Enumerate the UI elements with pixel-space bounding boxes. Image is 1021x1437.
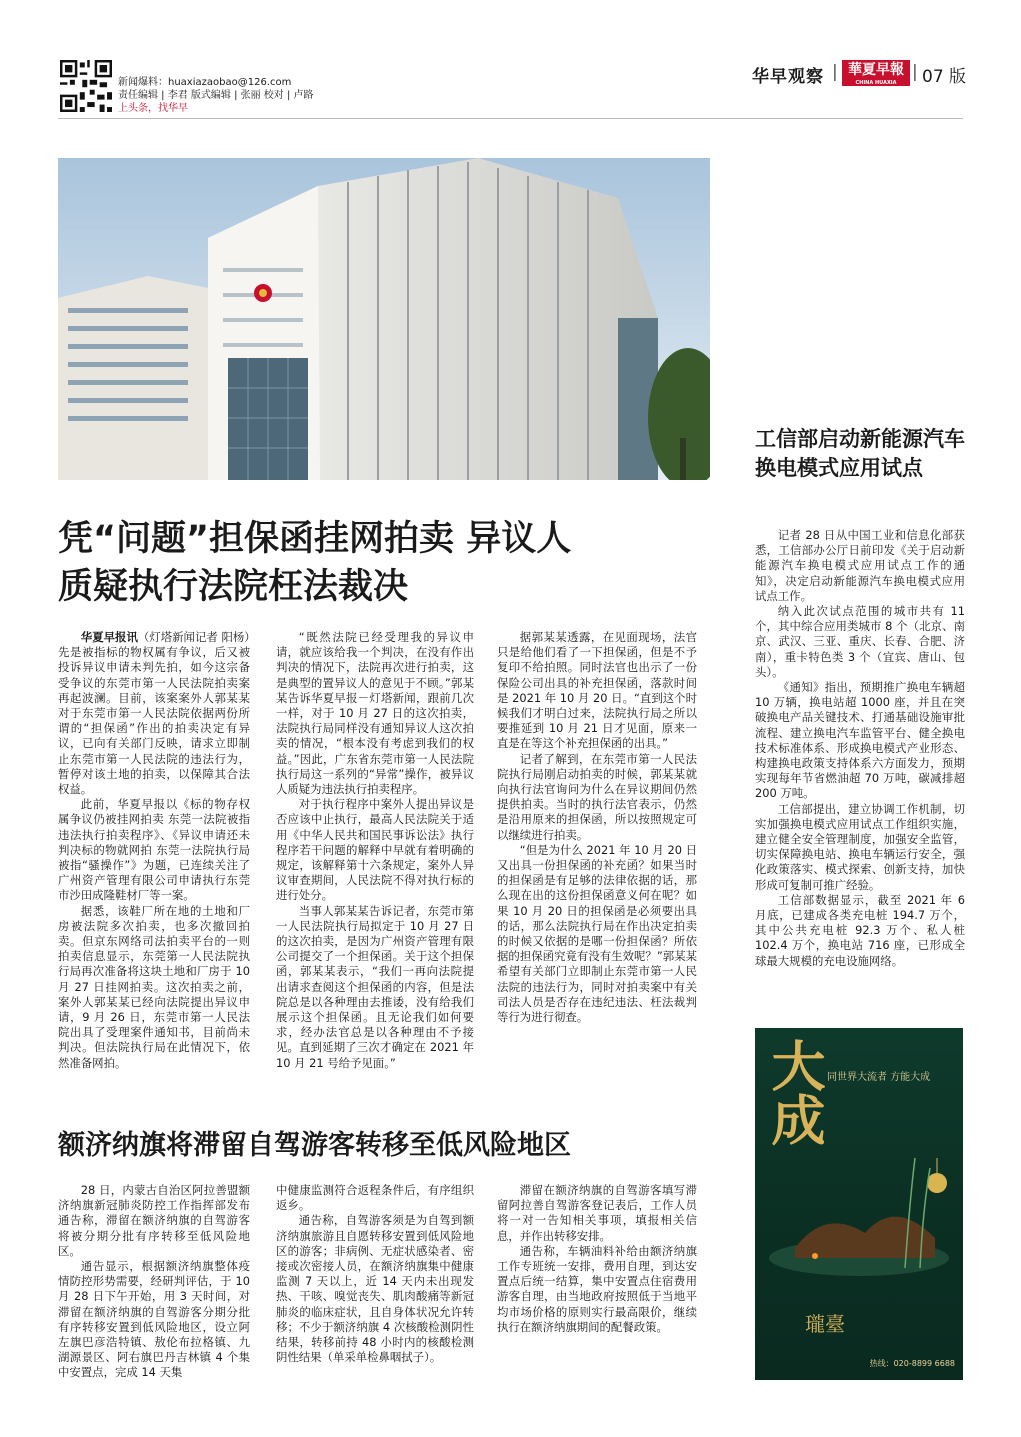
paragraph: 对于执行程序中案外人提出异议是否应该中止执行，最高人民法院关于适用《中华人民共和国民事诉讼法》执行程序若干问题的解释中早就有着明确的规定，该解释第十六条规定，案外人异议审查期间，人民法院不得对执行标的进行处分。 (276, 797, 474, 903)
ad-brand: 瓏臺 (805, 1312, 845, 1336)
second-article-col2 (276, 1183, 474, 1383)
paragraph: 工信部提出，建立协调工作机制，切实加强换电模式应用试点工作组织实施，建立健全安全管理制度，加强安全监管，切实保障换电站、换电车辆运行安全，强化政策落实、模式探索、创新支持，加快形成可复制可推广经验。 (755, 801, 965, 892)
paragraph: 纳入此次试点范围的城市共有 11 个，其中综合应用类城市 8 个（北京、南京、武汉、三亚、重庆、长春、合肥、济南），重卡特色类 3 个（宜宾、唐山、包头）。 (755, 604, 965, 679)
paragraph: 记者了解到，在东莞市第一人民法院执行局刚启动拍卖的时候，郭某某就向执行法官询问为什么在异议期间仍然提供拍卖。当时的执行法官表示，仍然是沿用原来的担保函，所以按照规定可以继续进行拍卖。 (497, 751, 697, 842)
paragraph: 据郭某某透露，在见面现场，法官只是给他们看了一下担保函，但是不予复印不给拍照。同时法官也出示了一份保险公司出具的补充担保函，落款时间是 2021 年 10 月 20 日。“直到这个时候我们才明白过来，法院执行局之所以要推延到 10 月 21 日才见面，原来一直是在等这个补充担保函的出具。” (497, 630, 697, 751)
header-info (118, 76, 314, 115)
side-article-body (755, 528, 965, 1008)
court-building-photo (58, 158, 710, 480)
ad-scenery-illustration (755, 1138, 963, 1298)
section-name: 华早观察 (752, 67, 824, 87)
main-headline-line1: 凭“问题”担保函挂网拍卖 异议人 (58, 519, 572, 559)
paragraph: 记者 28 日从中国工业和信息化部获悉，工信部办公厅日前印发《关于启动新能源汽车换电模式应用试点工作的通知》，决定启动新能源汽车换电模式应用试点工作。 (755, 528, 965, 603)
main-headline-line2: 质疑执行法院枉法裁决 (58, 567, 409, 607)
header-slogan: 上头条，找华早 (118, 103, 188, 114)
second-article-col3 (497, 1183, 697, 1383)
logo-subtitle: CHINA HUAXIA NEWSPAPER (855, 80, 897, 92)
newspaper-logo (842, 60, 910, 92)
paragraph: 此前，华夏早报以《标的物存权属争议仍被挂网拍卖 东莞一法院被指违法执行拍卖程序》、《异议申请还未判决标的物就网拍 东莞一法院执行局被指“骚操作”》为题，已连续关注了广州资产管理有限公司申请执行东莞市沙田成隆鞋材厂等一案。 (58, 797, 250, 903)
hotline: 新闻爆料：huaxiazaobao@126.com (118, 77, 292, 88)
paragraph: 据悉，该鞋厂所在地的土地和厂房被法院多次拍卖，也多次撤回拍卖。但京东网络司法拍卖平台的一则拍卖信息显示，东莞第一人民法院执行局再次准备将这块土地和厂房于 10 月 27 日挂网拍卖。这次拍卖之前，案外人郭某某已经向法院提出异议申请，9 月 26 日，东莞市第一人民法院出具了受理案件通知书，目前尚未判决。但法院执行局在此情况下，依然准备网拍。 (58, 903, 250, 1070)
paragraph: 华夏早报讯（灯塔新闻记者 阳杨）先是被指标的物权属有争议，后又被投诉异议申请未判先拍，如今这宗备受争议的东莞市第一人民法院拍卖案再起波澜。目前，该案案外人郭某某对于东莞市第一人民法院依据两份所谓的“担保函”作出的拍卖决定有异议，已向有关部门反映，请求立即制止东莞市第一人民法院的违法行为，暂停对该土地的拍卖，以保障其合法权益。 (58, 630, 250, 797)
header-divider: | (832, 62, 838, 82)
logo-text: 華夏早報 (848, 62, 904, 78)
paragraph: 当事人郭某某告诉记者，东莞市第一人民法院执行局拟定于 10 月 27 日的这次拍卖，是因为广州资产管理有限公司提交了一个担保函。关于这个担保函，郭某某表示，“我们一再向法院提出请求查阅这个担保函的内容，但是法院总是以各种理由去推诿，没有给我们展示这个担保函。且无论我们如何要求，经办法官总是以各种理由不予接见。直到延期了三次才确定在 2021 年 10 月 21 号给予见面。” (276, 903, 474, 1070)
paragraph: 通告显示，根据额济纳旗整体疫情防控形势需要，经研判评估，于 10 月 28 日下午开始，用 3 天时间，对滞留在额济纳旗的自驾游客分期分批有序转移安置到低风险地区，设立阿左旗巴彦浩特镇、敖伦布拉格镇、九湖源景区、阿右旗巴丹吉林镇 4 个集中安置点，完成 14 天集 (58, 1259, 250, 1380)
paragraph: 《通知》指出，预期推广换电车辆超 10 万辆，换电站超 1000 座，并且在突破换电产品关键技术、打通基础设施审批流程、建立换电汽车监管平台、健全换电技术标准体系、形成换电模式产业形态、构建换电政策支持体系六方面发力，预期实现每年节省燃油超 70 万吨，碳减排超 200 万吨。 (755, 680, 965, 801)
paragraph: 通告称，车辆油料补给由额济纳旗工作专班统一安排，费用自理，到达安置点后统一结算，集中安置点住宿费用游客自理，由当地政府按照低于当地平均市场价格的原则实行最高限价，继续执行在额济纳旗期间的配餐政策。 (497, 1243, 697, 1334)
paragraph: “既然法院已经受理我的异议申请，就应该给我一个判决，在没有作出判决的情况下，法院再次进行拍卖，这是典型的置异议人的意见于不顾。”郭某某告诉华夏早报－灯塔新闻，跟前几次一样，对于 10 月 27 日的这次拍卖，法院执行局同样没有通知异议人这次拍卖的情况，“根本没有考虑到我们的权益。”因此，广东省东莞市第一人民法院执行局这一系列的“异常”操作，被异议人质疑为违法执行拍卖程序。 (276, 630, 474, 797)
qr-code (60, 60, 112, 112)
paragraph: 滞留在额济纳旗的自驾游客填写滞留阿拉善自驾游客登记表后，工作人员将一对一告知相关事项，填报相关信息，并作出转移安排。 (497, 1183, 697, 1243)
main-headline (58, 515, 718, 611)
main-article-col1 (58, 630, 250, 1095)
second-headline: 额济纳旗将滞留自驾游客转移至低风险地区 (58, 1130, 571, 1161)
paragraph: 通告称，自驾游客须是为自驾到额济纳旗旅游且自愿转移安置到低风险地区的游客；非病例、无症状感染者、密接或次密接人员，在额济纳旗集中健康监测 7 天以上，近 14 天内未出现发热、干咳、嗅觉丧失、肌肉酸痛等新冠肺炎的临床症状，且自身体状况允许转移；不少于额济纳旗 4 次核酸检测阴性结果，转移前持 48 小时内的核酸检测阴性结果（单采单检鼻咽拭子）。 (276, 1213, 474, 1365)
second-article-col1 (58, 1183, 250, 1383)
paragraph: 中健康监测符合返程条件后，有序组织返乡。 (276, 1183, 474, 1213)
ad-phone[interactable]: 热线：020-8899 6688 (869, 1359, 955, 1368)
ad-slogan: 同世界大流者 方能大成 (827, 1072, 931, 1083)
paragraph: 工信部数据显示，截至 2021 年 6 月底，已建成各类充电桩 194.7 万个，其中公共充电桩 92.3 万个、私人桩 102.4 万个，换电站 716 座，已形成全球最大规模的充电设施网络。 (755, 892, 965, 968)
real-estate-ad[interactable] (755, 1028, 963, 1380)
header-rule (58, 118, 963, 119)
page-number: 07 版 (922, 67, 967, 87)
paragraph: “但是为什么 2021 年 10 月 20 日又出具一份担保函的补充函？如果当时的担保函是有足够的法律依据的话，那么现在出的这份担保函意义何在呢？如果 10 月 20 日的担保函是必须要出具的话，那么法院执行局在作出决定拍卖的时候又依据的是哪一份担保函？所依据的担保函究竟有没有生效呢？”郭某某希望有关部门立即制止东莞市第一人民法院的违法行为，同时对拍卖案中有关司法人员是否存在违纪违法、枉法裁判等行为进行彻查。 (497, 842, 697, 1025)
main-article-col3 (497, 630, 697, 1095)
paragraph: 28 日，内蒙古自治区阿拉善盟额济纳旗新冠肺炎防控工作指挥部发布通告称，滞留在额济纳旗的自驾游客将被分期分批有序转移至低风险地区。 (58, 1183, 250, 1258)
header-divider: | (912, 62, 918, 82)
editors-credit: 责任编辑 | 李君 版式编辑 | 张丽 校对 | 卢路 (118, 90, 314, 101)
article-lead: 华夏早报讯 (80, 630, 138, 644)
main-article-col2 (276, 630, 474, 1095)
ad-calligraphy: 大成 (763, 1038, 827, 1146)
side-headline: 工信部启动新能源汽车换电模式应用试点 (755, 427, 965, 480)
